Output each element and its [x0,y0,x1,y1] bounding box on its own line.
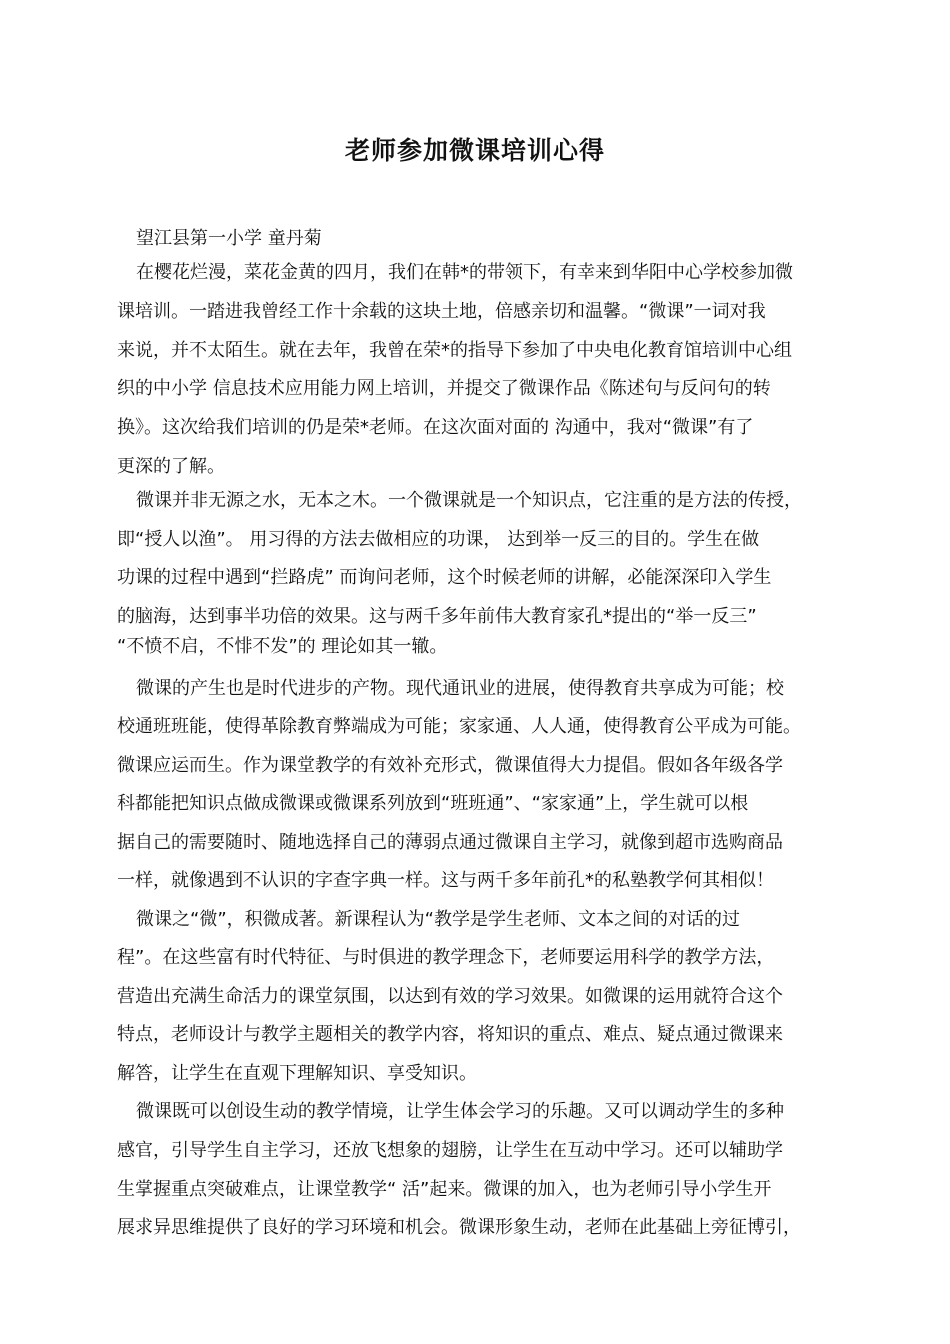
body-line: 科都能把知识点做成微课或微课系列放到“班班通”、“家家通”上，学生就可以根 [117,793,749,814]
body-line: 据自己的需要随时、随地选择自己的薄弱点通过微课自主学习，就像到超市选购商品 [117,832,783,853]
body-line: 校通班班能，使得革除教育弊端成为可能；家家通、人人通，使得教育公平成为可能。 [117,716,801,737]
body-line: 微课并非无源之水，无本之木。一个微课就是一个知识点，它注重的是方法的传授， [136,490,802,511]
body-line: “不愤不启，不悱不发”的 理论如其一辙。 [117,636,448,657]
body-line: 更深的了解。 [117,456,225,477]
body-line: 微课之“微”，积微成著。新课程认为“教学是学生老师、文本之间的对话的过 [136,909,740,930]
body-line: 一样，就像遇到不认识的字查字典一样。这与两千多年前孔*的私塾教学何其相似！ [117,870,774,891]
body-line: 的脑海，达到事半功倍的效果。这与两千多年前伟大教育家孔*提出的“举一反三” [117,606,757,627]
body-line: 织的中小学 信息技术应用能力网上培训，并提交了微课作品《陈述句与反问句的转 [117,378,771,399]
body-line: 微课的产生也是时代进步的产物。现代通讯业的进展，使得教育共享成为可能；校 [136,678,784,699]
body-line: 即“授人以渔”。 用习得的方法去做相应的功课， 达到举一反三的目的。学生在做 [117,529,760,550]
body-line: 在樱花烂漫，菜花金黄的四月，我们在韩*的带领下，有幸来到华阳中心学校参加微 [136,262,793,283]
body-line: 微课既可以创设生动的教学情境，让学生体会学习的乐趣。又可以调动学生的多种 [136,1101,784,1122]
body-line: 来说，并不太陌生。就在去年，我曾在荣*的指导下参加了中央电化教育馆培训中心组 [117,340,792,361]
body-line: 特点，老师设计与教学主题相关的教学内容，将知识的重点、难点、疑点通过微课来 [117,1024,783,1045]
body-line: 功课的过程中遇到“拦路虎” 而询问老师，这个时候老师的讲解，必能深深印入学生 [117,567,772,588]
body-line: 程”。在这些富有时代特征、与时俱进的教学理念下，老师要运用科学的教学方法， [117,947,775,968]
body-line: 课培训。一踏进我曾经工作十余载的这块土地，倍感亲切和温馨。“微课”一词对我 [117,301,766,322]
body-line: 展求异思维提供了良好的学习环境和机会。微课形象生动，老师在此基础上旁征博引， [117,1217,801,1238]
body-line: 微课应运而生。作为课堂教学的有效补充形式，微课值得大力提倡。假如各年级各学 [117,755,783,776]
body-line: 解答，让学生在直观下理解知识、享受知识。 [117,1063,477,1084]
body-line: 生掌握重点突破难点，让课堂教学“ 活”起来。微课的加入，也为老师引导小学生开 [117,1179,772,1200]
author-line: 望江县第一小学 童丹菊 [136,228,322,249]
document-title: 老师参加微课培训心得 [344,136,605,165]
body-line: 感官，引导学生自主学习，还放飞想象的翅膀，让学生在互动中学习。还可以辅助学 [117,1140,783,1161]
body-line: 换》。这次给我们培训的仍是荣*老师。在这次面对面的 沟通中，我对“微课”有了 [117,417,754,438]
body-line: 营造出充满生命活力的课堂氛围，以达到有效的学习效果。如微课的运用就符合这个 [117,986,783,1007]
